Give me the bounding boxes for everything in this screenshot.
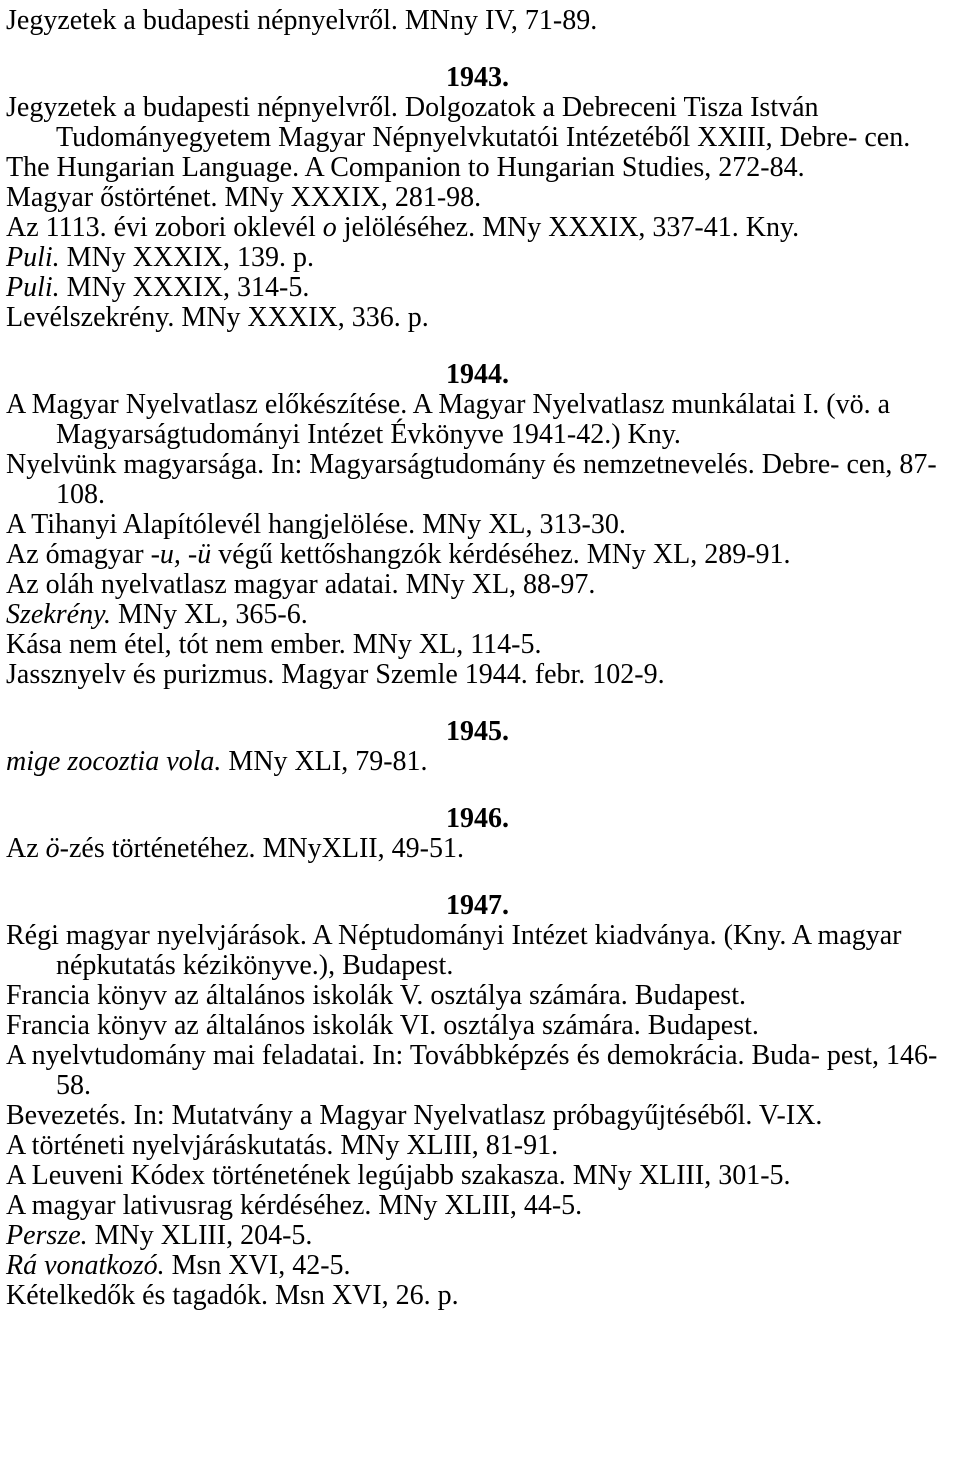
section-gap [6, 777, 954, 804]
entry-text: jelöléséhez. MNy XXXIX, 337-41. Kny. [336, 212, 800, 243]
entry-text: Magyar őstörténet. MNy XXXIX, 281-98. [6, 182, 482, 213]
bibliography-entry [6, 570, 954, 600]
year-heading: 1944. [446, 359, 509, 390]
entry-text: Az ómagyar [6, 539, 151, 570]
entry-text: MNy XXXIX, 314-5. [59, 272, 310, 303]
bibliography-page [0, 6, 960, 1469]
bibliography-entry [6, 510, 954, 540]
entry-text: A nyelvtudomány mai feladatai. In: Továbbképzés és demokrácia. Buda- pest, 146-58. [6, 1040, 938, 1101]
entry-text: Msn XVI, 42-5. [164, 1250, 351, 1281]
entry-text: Kása nem étel, tót nem ember. MNy XL, 114-5. [6, 629, 542, 660]
entry-text: Jassznyelv és purizmus. Magyar Szemle 1944. febr. 102-9. [6, 659, 665, 690]
entry-italic-text: mige zocoztia vola. [6, 746, 222, 777]
entry-text: Régi magyar nyelvjárások. A Néptudományi Intézet kiadványa. (Kny. A magyar népkutatás kézikönyve.), Budapest. [6, 920, 902, 981]
bibliography-entry [6, 273, 954, 303]
bibliography-entry [6, 630, 954, 660]
year-heading: 1945. [446, 716, 509, 747]
bibliography-entry [6, 390, 954, 450]
section-gap [6, 864, 954, 891]
entry-text: A történeti nyelvjáráskutatás. MNy XLIII, 81-91. [6, 1130, 559, 1161]
entry-text: Bevezetés. In: Mutatvány a Magyar Nyelvatlasz próbagyűjtéséből. V-IX. [6, 1100, 823, 1131]
entry-text: The Hungarian Language. A Companion to Hungarian Studies, 272-84. [6, 152, 805, 183]
bibliography-entry [6, 921, 954, 981]
year-heading: 1947. [446, 890, 509, 921]
entry-text: MNy XXXIX, 139. p. [59, 242, 314, 273]
bibliography-entry [6, 660, 954, 690]
section-gap [6, 36, 954, 63]
entry-text: Jegyzetek a budapesti népnyelvről. Dolgozatok a Debreceni Tisza István Tudományegyetem Magyar Népnyelvkutatói Intézetéből XXIII, Debre- cen. [6, 92, 911, 153]
entry-italic-text: Szekrény. [6, 599, 111, 630]
entry-text: A Magyar Nyelvatlasz előkészítése. A Magyar Nyelvatlasz munkálatai I. (vö. a Magyarságtudományi Intézet Évkönyve 1941-42.) Kny. [6, 389, 891, 450]
entry-text: Francia könyv az általános iskolák VI. osztálya számára. Budapest. [6, 1010, 759, 1041]
entry-text: MNy XLI, 79-81. [221, 746, 428, 777]
bibliography-entry [6, 1251, 954, 1281]
bibliography-entry [6, 243, 954, 273]
bibliography-entry [6, 93, 954, 153]
entry-text: Az 1113. évi zobori oklevél [6, 212, 323, 243]
entry-text: MNy XLIII, 204-5. [87, 1220, 313, 1251]
bibliography-entry [6, 747, 954, 777]
bibliography-entry [6, 213, 954, 243]
bibliography-entry [6, 540, 954, 570]
bibliography-entry [6, 1221, 954, 1251]
bibliography-entry [6, 981, 954, 1011]
entry-text: végű kettőshangzók kérdéséhez. MNy XL, 289-91. [211, 539, 791, 570]
bibliography-entry [6, 1041, 954, 1101]
entry-italic-text: o [322, 212, 337, 243]
entry-text: Francia könyv az általános iskolák V. osztálya számára. Budapest. [6, 980, 746, 1011]
bibliography-entry [6, 153, 954, 183]
bibliography-entry [6, 1191, 954, 1221]
bibliography-entry [6, 1161, 954, 1191]
entry-text: -zés történetéhez. MNyXLII, 49-51. [59, 833, 464, 864]
entry-text: Az [6, 833, 46, 864]
year-heading: 1943. [446, 62, 509, 93]
entry-text: MNy XL, 365-6. [110, 599, 308, 630]
entry-text: Nyelvünk magyarsága. In: Magyarságtudomány és nemzetnevelés. Debre- cen, 87-108. [6, 449, 937, 510]
bibliography-entry [6, 600, 954, 630]
entry-text: Levélszekrény. MNy XXXIX, 336. p. [6, 302, 429, 333]
year-heading: 1946. [446, 803, 509, 834]
bibliography-entry [6, 183, 954, 213]
bibliography-entry [6, 1011, 954, 1041]
entry-text: Kételkedők és tagadók. Msn XVI, 26. p. [6, 1280, 459, 1311]
bibliography-sections [6, 36, 954, 1311]
section-gap [6, 333, 954, 360]
entry-italic-text: ö [45, 833, 60, 864]
entry-text: A magyar lativusrag kérdéséhez. MNy XLIII, 44-5. [6, 1190, 583, 1221]
bibliography-entry [6, 450, 954, 510]
entry-italic-text: Puli. [6, 242, 60, 273]
entry-text: A Leuveni Kódex történetének legújabb szakasza. MNy XLIII, 301-5. [6, 1160, 791, 1191]
entry-italic-text: Persze. [6, 1220, 88, 1251]
section-gap [6, 690, 954, 717]
bibliography-entry [6, 1281, 954, 1311]
entry-text: Az oláh nyelvatlasz magyar adatai. MNy XL, 88-97. [6, 569, 596, 600]
entry-italic-text: Puli. [6, 272, 60, 303]
bibliography-entry [6, 303, 954, 333]
entry-italic-text: Rá vonatkozó. [6, 1250, 165, 1281]
entry-italic-text: -u, -ü [150, 539, 212, 570]
bibliography-entry [6, 1101, 954, 1131]
header-entry: Jegyzetek a budapesti népnyelvről. MNny IV, 71-89. [6, 5, 598, 36]
bibliography-entry [6, 1131, 954, 1161]
bibliography-entry [6, 834, 954, 864]
entry-text: A Tihanyi Alapítólevél hangjelölése. MNy XL, 313-30. [6, 509, 626, 540]
